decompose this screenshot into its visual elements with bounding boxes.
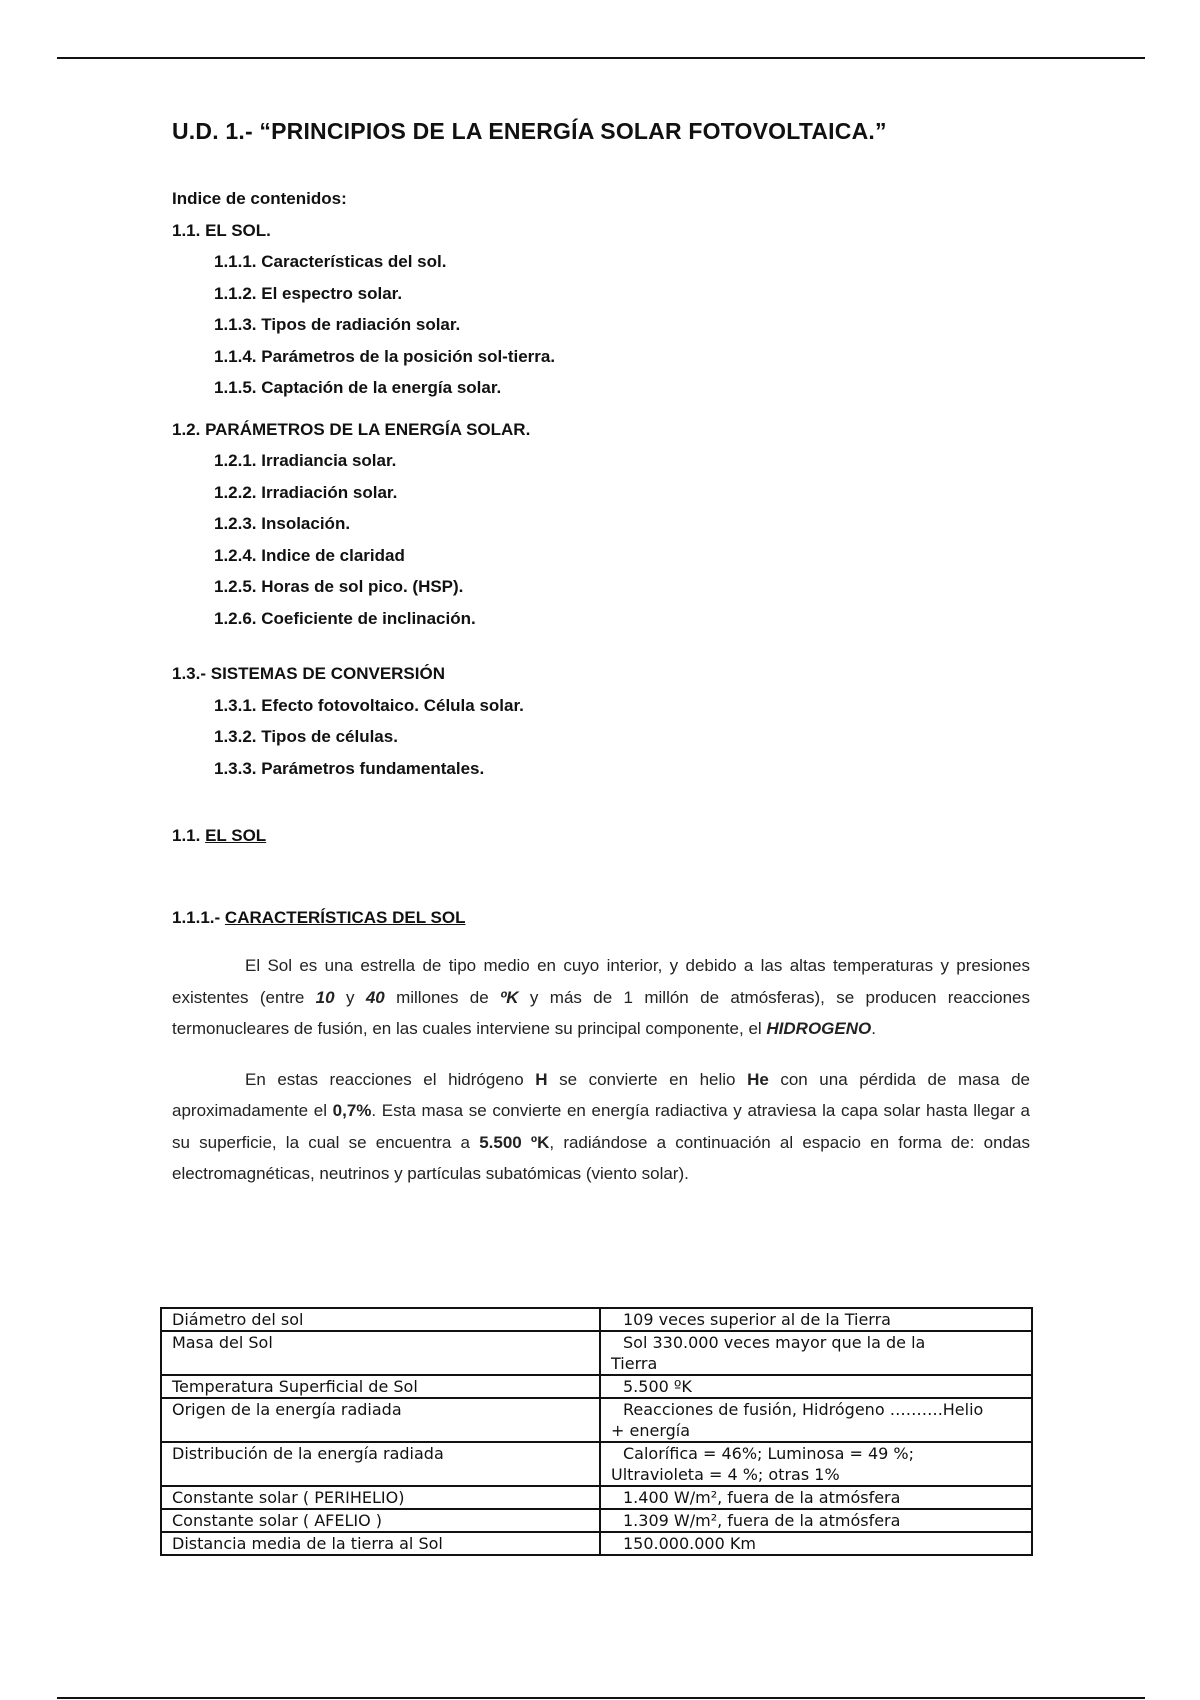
text-run: y más de 1 millón de atmósferas), se producen reacciones termonucleares de fusión, en las cuales interviene su principal componente, el (172, 987, 1030, 1038)
text-run: con una pérdida de masa de aproximadamente el (172, 1069, 1030, 1120)
value-line: 150.000.000 Km (623, 1534, 756, 1553)
toc-item: 1.2.1. Irradiancia solar. (214, 451, 397, 470)
toc-item: 1.3.3. Parámetros fundamentales. (214, 758, 485, 778)
table-cell-key: Distribución de la energía radiada (161, 1442, 600, 1486)
table-row (161, 1509, 1032, 1532)
toc-item: 1.1.5. Captación de la energía solar. (214, 378, 502, 397)
paragraph-fusion-reactions (172, 1064, 1030, 1190)
table-cell-value (600, 1509, 1032, 1532)
toc-item: 1.3.1. Efecto fotovoltaico. Célula solar. (214, 695, 524, 715)
table-cell-value (600, 1375, 1032, 1398)
toc-item: 1.1.2. El espectro solar. (214, 283, 403, 303)
table-row (161, 1442, 1032, 1486)
emphasis: 0,7% (332, 1101, 372, 1120)
section-heading-el-sol (172, 826, 1030, 846)
value-line: 1.309 W/m², fuera de la atmósfera (623, 1511, 901, 1530)
table-of-contents (172, 183, 1030, 784)
text-run: . (871, 1019, 876, 1038)
section-number: 1.1.1.- (172, 908, 225, 927)
text-run: . Esta masa se convierte en energía radiactiva y atraviesa la capa solar hasta llegar a su superficie, la cual se encuentra a (172, 1101, 1030, 1152)
header-rule (57, 57, 1145, 59)
emphasis: H (535, 1069, 548, 1089)
text-run: En estas reacciones el hidrógeno (245, 1069, 536, 1089)
footer-rule (57, 1697, 1145, 1699)
toc-item: 1.2.5. Horas de sol pico. (HSP). (214, 577, 464, 596)
emphasis: He (747, 1069, 769, 1089)
document-title: U.D. 1.- “PRINCIPIOS DE LA ENERGÍA SOLAR FOTOVOLTAICA.” (172, 118, 887, 144)
section-heading-caracteristicas (172, 908, 1030, 928)
toc-item: 1.2.3. Insolación. (214, 514, 351, 533)
table-cell-key: Constante solar ( AFELIO ) (161, 1509, 600, 1532)
table-cell-value (600, 1486, 1032, 1509)
table-cell-value (600, 1532, 1032, 1555)
table-row (161, 1331, 1032, 1375)
text-run: El Sol es una estrella de tipo medio en cuyo interior, y debido a las altas temperaturas y presiones existentes (entre (172, 956, 1030, 1007)
value-line: Sol 330.000 veces mayor que la de la (623, 1333, 926, 1352)
table-cell-key: Distancia media de la tierra al Sol (161, 1532, 600, 1555)
table-row (161, 1375, 1032, 1398)
section-number: 1.1. (172, 826, 206, 845)
value-line: 1.400 W/m², fuera de la atmósfera (623, 1488, 901, 1507)
table-cell-value (600, 1331, 1032, 1375)
toc-section-1: 1.1. EL SOL. (172, 220, 271, 240)
table-cell-key: Diámetro del sol (161, 1308, 600, 1331)
toc-item: 1.2.6. Coeficiente de inclinación. (214, 608, 476, 628)
toc-section-2: 1.2. PARÁMETROS DE LA ENERGÍA SOLAR. (172, 419, 531, 439)
value-line: 5.500 ºK (623, 1377, 692, 1396)
table-cell-key: Temperatura Superficial de Sol (161, 1375, 600, 1398)
emphasis: 40 (365, 987, 385, 1007)
toc-item: 1.3.2. Tipos de células. (214, 727, 398, 746)
table-cell-key: Constante solar ( PERIHELIO) (161, 1486, 600, 1509)
document-page (172, 118, 1030, 1190)
table-row (161, 1486, 1032, 1509)
table-row (161, 1532, 1032, 1555)
table-cell-value (600, 1398, 1032, 1442)
toc-item: 1.1.1. Características del sol. (214, 252, 447, 271)
text-run: , radiándose a continuación al espacio en forma de: ondas electromagnéticas, neutrinos y partículas subatómicas (viento solar). (172, 1132, 1030, 1183)
emphasis: 5.500 ºK (479, 1132, 550, 1152)
value-line: Calorífica = 46%; Luminosa = 49 %; (623, 1444, 915, 1463)
table-row (161, 1398, 1032, 1442)
text-run: millones de (384, 987, 501, 1007)
toc-section-3: 1.3.- SISTEMAS DE CONVERSIÓN (172, 664, 445, 683)
emphasis: HIDROGENO (766, 1019, 872, 1038)
value-line: Tierra (611, 1354, 658, 1373)
section-title: CARACTERÍSTICAS DEL SOL (224, 908, 466, 927)
emphasis: ºK (500, 987, 519, 1007)
paragraph-sun-description (172, 950, 1030, 1045)
section-title: EL SOL (205, 826, 267, 845)
toc-item: 1.1.4. Parámetros de la posición sol-tierra. (214, 346, 556, 366)
table-row (161, 1308, 1032, 1331)
value-line: Ultravioleta = 4 %; otras 1% (611, 1465, 840, 1484)
text-run: y (334, 987, 366, 1007)
toc-item: 1.2.4. Indice de claridad (214, 545, 405, 565)
sun-facts-table (160, 1307, 1033, 1556)
emphasis: 10 (315, 987, 335, 1007)
toc-item: 1.1.3. Tipos de radiación solar. (214, 315, 461, 334)
table-cell-value (600, 1442, 1032, 1486)
toc-item: 1.2.2. Irradiación solar. (214, 482, 398, 502)
table-cell-value (600, 1308, 1032, 1331)
toc-heading: Indice de contenidos: (172, 189, 347, 208)
value-line: Reacciones de fusión, Hidrógeno ……….Helio (623, 1400, 984, 1419)
table-cell-key: Origen de la energía radiada (161, 1398, 600, 1442)
text-run: se convierte en helio (547, 1069, 748, 1089)
value-line: 109 veces superior al de la Tierra (623, 1310, 891, 1329)
table-cell-key: Masa del Sol (161, 1331, 600, 1375)
value-line: + energía (611, 1421, 691, 1440)
